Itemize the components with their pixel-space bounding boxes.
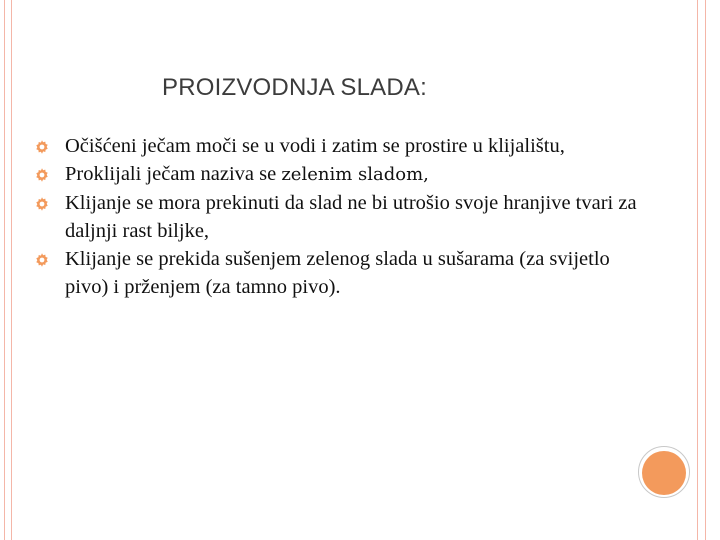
frame-line-left-inner	[11, 0, 12, 540]
bullet-text-3: Klijanje se mora prekinuti da slad ne bi utrošio svoje hranjive tvari za daljnji rast biljke,	[65, 192, 637, 242]
gear-bullet-icon	[34, 167, 50, 183]
bullet-text-2-prefix: Proklijali ječam naziva se	[65, 163, 282, 185]
bullet-item-2	[34, 160, 654, 189]
bullet-text-4: Klijanje se prekida sušenjem zelenog slada u sušarama (za svijetlo pivo) i prženjem (za tamno pivo).	[65, 248, 610, 298]
bullet-item-4	[34, 245, 654, 301]
decorative-orange-circle	[642, 451, 686, 495]
bullet-item-3	[34, 189, 654, 245]
slide-title: PROIZVODNJA SLADA:	[162, 74, 427, 101]
frame-line-right-outer	[705, 0, 706, 540]
gear-bullet-icon	[34, 196, 50, 212]
frame-line-left-outer	[4, 0, 5, 540]
bullet-item-1	[34, 132, 654, 160]
bullet-text-2-emphasis: zelenim sladom,	[281, 164, 429, 185]
gear-bullet-icon	[34, 139, 50, 155]
bullet-list	[34, 132, 654, 301]
frame-line-right-inner	[697, 0, 698, 540]
gear-bullet-icon	[34, 252, 50, 268]
bullet-text-1: Očišćeni ječam moči se u vodi i zatim se prostire u klijalištu,	[65, 135, 565, 157]
